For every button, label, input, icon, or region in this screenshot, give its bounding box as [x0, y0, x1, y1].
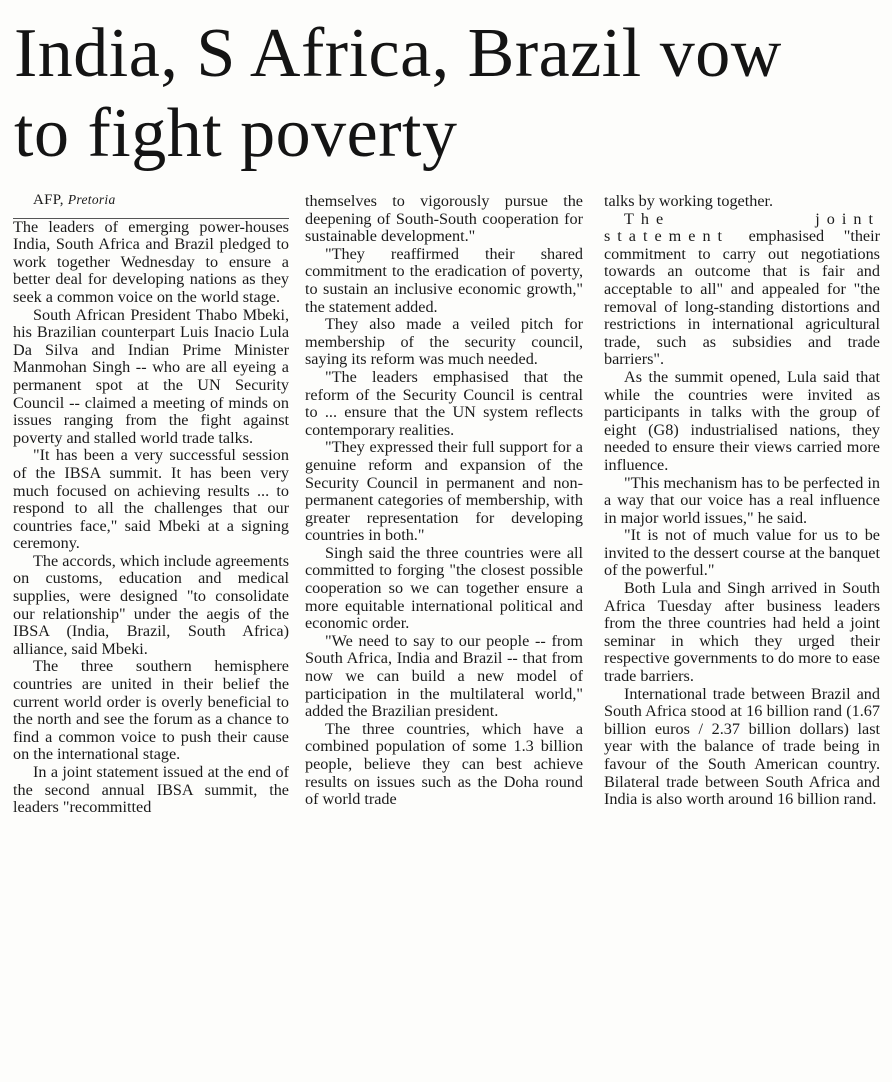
paragraph: talks by working together. — [604, 192, 774, 210]
paragraph: "We need to say to our people -- from South Africa, India and Brazil -- that from now we can build a new model of participation in the multilateral world," added the Brazilian president. — [305, 631, 583, 721]
paragraph: They also made a veiled pitch for membership of the security council, saying its reform was much needed. — [305, 315, 583, 369]
paragraph: themselves to vigorously pursue the deepening of South-South cooperation for sustainable development." — [305, 192, 583, 246]
byline-agency: AFP, — [33, 192, 64, 208]
paragraph: "This mechanism has to be perfected in a way that our voice has a real influence in major world issues," he said. — [604, 473, 880, 527]
paragraph: International trade between Brazil and South Africa stood at 16 billion rand (1.67 billion euros / 2.37 billion dollars) last year with the balance of trade being in favour of the South American country. Bilateral trade between South Africa and India is also worth around 16 billion rand. — [604, 684, 880, 809]
byline — [13, 191, 289, 219]
paragraph: As the summit opened, Lula said that while the countries were invited as participants in talks with the group of eight (G8) industrialised nations, they needed to ensure their views carried more influence. — [604, 367, 880, 474]
paragraph — [604, 211, 880, 369]
paragraph: South African President Thabo Mbeki, his Brazilian counterpart Luis Inacio Lula Da Silva and Indian Prime Minister Manmohan Singh -- who are all eyeing a permanent spot at the UN Security Council -- claimed a meeting of minds on issues ranging from the fight against poverty and stalled world trade talks. — [13, 305, 289, 447]
paragraph-continuation: emphasised "their commitment to carry out negotiations towards an outcome that is fair and acceptable to all" and appealed for "the removal of long-standing distortions and restrictions in international agricultural trade, such as subsidies and trade barriers". — [604, 227, 881, 369]
paragraph: The three southern hemisphere countries are united in their belief the current world order is overly beneficial to the north and see the forum as a chance to find a common voice to push their cause on the international stage. — [13, 657, 289, 764]
headline — [14, 14, 874, 174]
paragraph: Both Lula and Singh arrived in South Africa Tuesday after business leaders from the three countries had held a joint seminar in which they urged their respective governments to do more to ease trade barriers. — [604, 579, 880, 686]
paragraph: "It is not of much value for us to be invited to the dessert course at the banquet of the powerful." — [604, 526, 880, 580]
article-column-2 — [305, 193, 583, 809]
paragraph: The leaders of emerging power-houses India, South Africa and Brazil pledged to work together Wednesday to ensure a better deal for developing nations as they seek a common voice on the world stage. — [13, 217, 289, 306]
headline-line-1: India, S Africa, Brazil vow — [14, 15, 782, 92]
paragraph: In a joint statement issued at the end of the second annual IBSA summit, the leaders "recommitted — [13, 763, 289, 817]
paragraph: Singh said the three countries were all committed to forging "the closest possible cooperation so we can together ensure a more equitable international political and economic order. — [305, 543, 583, 633]
paragraph: The three countries, which have a combined population of some 1.3 billion people, believe they can best achieve results on issues such as the Doha round of world trade — [305, 719, 583, 809]
paragraph: "It has been a very successful session of the IBSA summit. It has been very much focused on achieving results ... to respond to all the challenges that our countries face," said Mbeki at a signing ceremony. — [13, 446, 289, 553]
spaced-text: The joint statement — [604, 209, 880, 246]
byline-location: Pretoria — [67, 192, 116, 207]
article-column-3 — [604, 193, 880, 809]
paragraph: "They expressed their full support for a genuine reform and expansion of the Security Council in permanent and non-permanent categories of membership, with greater representation for developing countries in both." — [305, 438, 583, 545]
article-column-1 — [13, 191, 289, 817]
paragraph: "They reaffirmed their shared commitment to the eradication of poverty, to sustain an inclusive economic growth," the statement added. — [305, 244, 583, 316]
headline-line-2: to fight poverty — [14, 95, 458, 172]
paragraph: "The leaders emphasised that the reform of the Security Council is central to ... ensure that the UN system reflects contemporary realities. — [305, 367, 583, 439]
paragraph: The accords, which include agreements on customs, education and medical supplies, were designed "to consolidate our relationship" under the aegis of the IBSA (India, Brazil, South Africa) alliance, said Mbeki. — [13, 551, 289, 658]
